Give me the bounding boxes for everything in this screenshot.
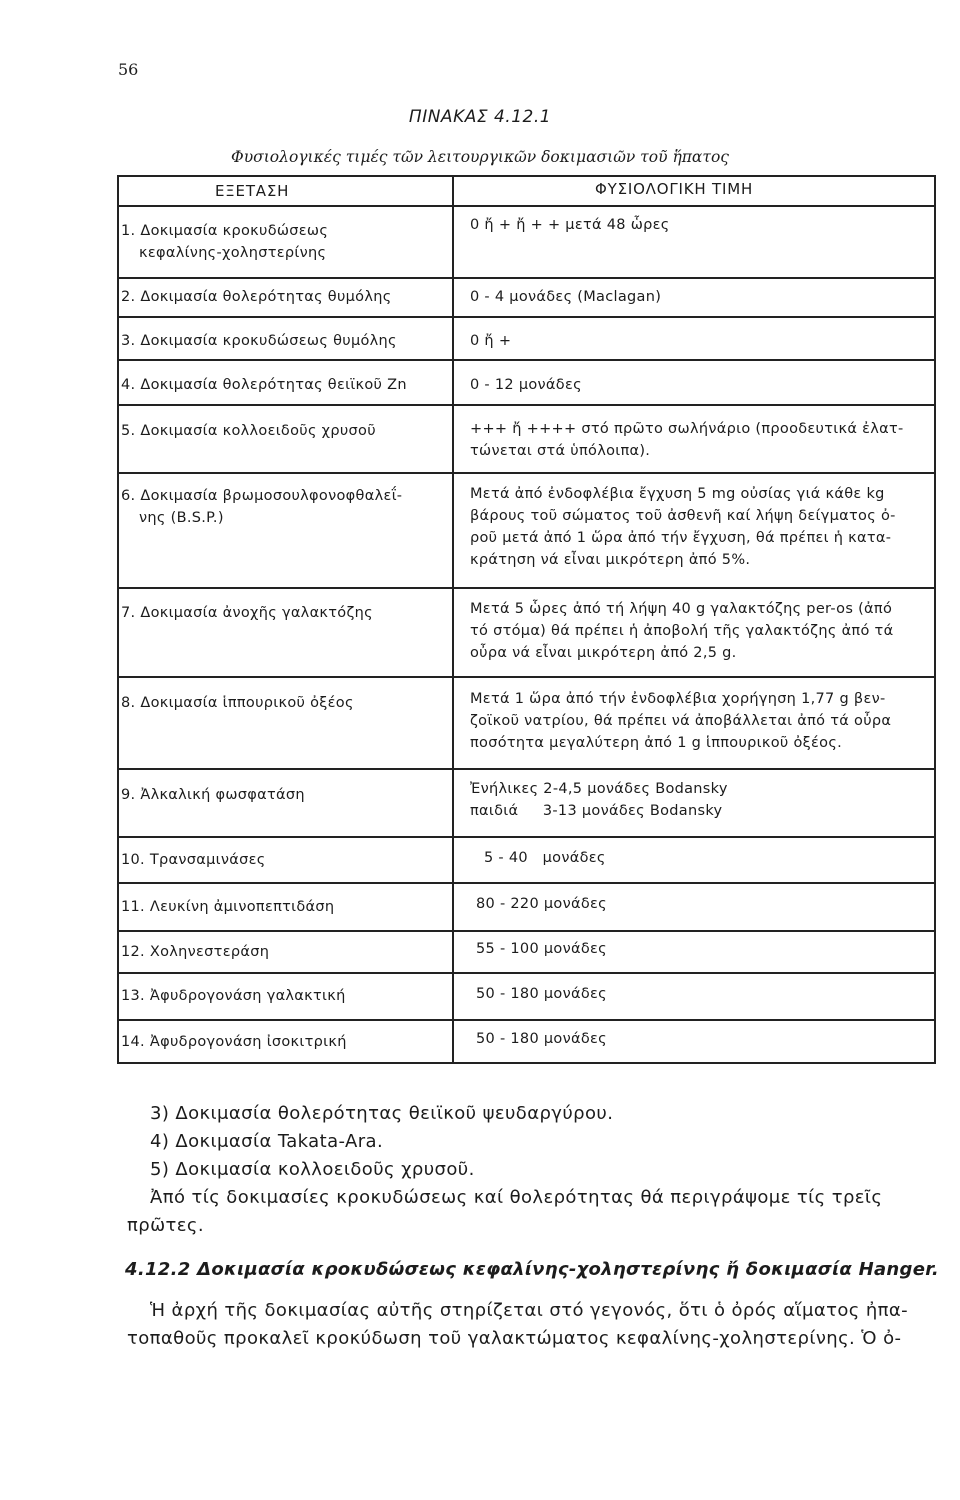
row-2-value: 0 - 4 μονάδες (Maclagan) — [470, 289, 662, 305]
row-9-test: 9. Ἀλκαλική φωσφατάση — [121, 787, 305, 803]
paragraph-line: Ἡ ἀρχή τῆς δοκιμασίας αὐτῆς στηρίζεται στό γεγονός, ὅτι ὁ ὀρός αἵματος ἠπα- — [150, 1300, 909, 1321]
table-rule — [117, 205, 936, 207]
table-subtitle: Φυσιολογικές τιμές τῶν λειτουργικῶν δοκιμασιῶν τοῦ ἥπατος — [231, 148, 729, 166]
paragraph-line: τοπαθοῦς προκαλεῖ κροκύδωση τοῦ γαλακτώματος κεφαλίνης-χοληστερίνης. Ὁ ὀ- — [127, 1328, 902, 1349]
row-2-test: 2. Δοκιμασία θολερότητας θυμόλης — [121, 289, 392, 305]
row-8-test: 8. Δοκιμασία ἱππουρικοῦ ὀξέος — [121, 695, 354, 711]
row-13-test: 13. Ἀφυδρογονάση γαλακτική — [121, 988, 346, 1004]
table-rule — [117, 768, 936, 770]
row-13-value: 50 - 180 μονάδες — [476, 986, 607, 1002]
table-rule — [117, 930, 936, 932]
section-heading: 4.12.2 Δοκιμασία κροκυδώσεως κεφαλίνης-χοληστερίνης ἤ δοκιμασία Hanger. — [125, 1259, 939, 1280]
table-rule — [117, 316, 936, 318]
row-12-value: 55 - 100 μονάδες — [476, 941, 607, 957]
page-number: 56 — [118, 60, 139, 79]
table-rule — [117, 1019, 936, 1021]
list-item: 3) Δοκιμασία θολερότητας θειϊκοῦ ψευδαργύρου. — [150, 1103, 614, 1124]
row-8-value: Μετά 1 ὥρα ἀπό τήν ἐνδοφλέβια χορήγηση 1,77 g βεν- ζοϊκοῦ νατρίου, θά πρέπει νά ἀποβάλλεται ἀπό τά οὖρα ποσότητα μεγαλύτερη ἀπό 1 g ἱππουρικοῦ ὀξέος. — [470, 691, 892, 751]
row-10-test: 10. Τρανσαμινάσες — [121, 852, 266, 868]
paragraph-line: πρῶτες. — [127, 1215, 204, 1236]
table-rule — [117, 972, 936, 974]
row-11-value: 80 - 220 μονάδες — [476, 896, 607, 912]
table-rule — [117, 836, 936, 838]
row-11-test: 11. Λευκίνη ἀμινοπεπτιδάση — [121, 899, 335, 915]
table-rule — [117, 882, 936, 884]
list-item: 4) Δοκιμασία Takata-Ara. — [150, 1131, 384, 1152]
row-14-value: 50 - 180 μονάδες — [476, 1031, 607, 1047]
row-4-value: 0 - 12 μονάδες — [470, 377, 582, 393]
paragraph-line: Ἀπό τίς δοκιμασίες κροκυδώσεως καί θολερότητας θά περιγράψομε τίς τρεῖς — [150, 1187, 883, 1208]
table-header-value: ΦΥΣΙΟΛΟΓΙΚΗ ΤΙΜΗ — [595, 180, 754, 198]
row-7-value: Μετά 5 ὧρες ἀπό τή λήψη 40 g γαλακτόζης per-os (ἀπό τό στόμα) θά πρέπει ἡ ἀποβολή τῆς γαλακτόζης ἀπό τά οὖρα νά εἶναι μικρότερη ἀπό 2,5 g. — [470, 601, 894, 661]
table-rule — [117, 404, 936, 406]
table-rule — [117, 277, 936, 279]
row-4-test: 4. Δοκιμασία θολερότητας θειϊκοῦ Zn — [121, 377, 407, 393]
table-rule — [117, 587, 936, 589]
table-rule — [117, 472, 936, 474]
list-item: 5) Δοκιμασία κολλοειδοῦς χρυσοῦ. — [150, 1159, 475, 1180]
row-12-test: 12. Χοληνεστεράση — [121, 944, 270, 960]
row-6-test: 6. Δοκιμασία βρωμοσουλφονοφθαλεΐ- νης (B.S.P.) — [121, 488, 403, 526]
row-3-test: 3. Δοκιμασία κροκυδώσεως θυμόλης — [121, 333, 397, 349]
row-5-test: 5. Δοκιμασία κολλοειδοῦς χρυσοῦ — [121, 423, 376, 439]
row-1-test: 1. Δοκιμασία κροκυδώσεως κεφαλίνης-χοληστερίνης — [121, 223, 329, 261]
row-1-value: 0 ἤ + ἤ + + μετά 48 ὧρες — [470, 217, 670, 233]
row-9-value: Ἐνήλικες 2-4,5 μονάδες Bodansky παιδιά 3-13 μονάδες Bodansky — [470, 781, 728, 819]
row-5-value: +++ ἤ ++++ στό πρῶτο σωλήνάριο (προοδευτικά ἐλατ- τώνεται στά ὑπόλοιπα). — [470, 421, 904, 459]
row-6-value: Μετά ἀπό ἐνδοφλέβια ἔγχυση 5 mg οὐσίας γιά κάθε kg βάρους τοῦ σώματος τοῦ ἀσθενῆ καί λήψη δείγματος ὀ- ροῦ μετά ἀπό 1 ὥρα ἀπό τήν ἔγχυση, θά πρέπει ἡ κατα- κράτηση νά εἶναι μικρότερη ἀπό 5%. — [470, 486, 896, 568]
row-7-test: 7. Δοκιμασία ἀνοχῆς γαλακτόζης — [121, 605, 373, 621]
table-title: ΠΙΝΑΚΑΣ 4.12.1 — [408, 107, 552, 127]
table-rule — [117, 676, 936, 678]
row-14-test: 14. Ἀφυδρογονάση ἰσοκιτρική — [121, 1034, 347, 1050]
row-10-value: 5 - 40 μονάδες — [484, 850, 606, 866]
table-rule — [117, 359, 936, 361]
row-3-value: 0 ἤ + — [470, 333, 512, 349]
table-header-test: ΕΞΕΤΑΣΗ — [215, 182, 290, 200]
